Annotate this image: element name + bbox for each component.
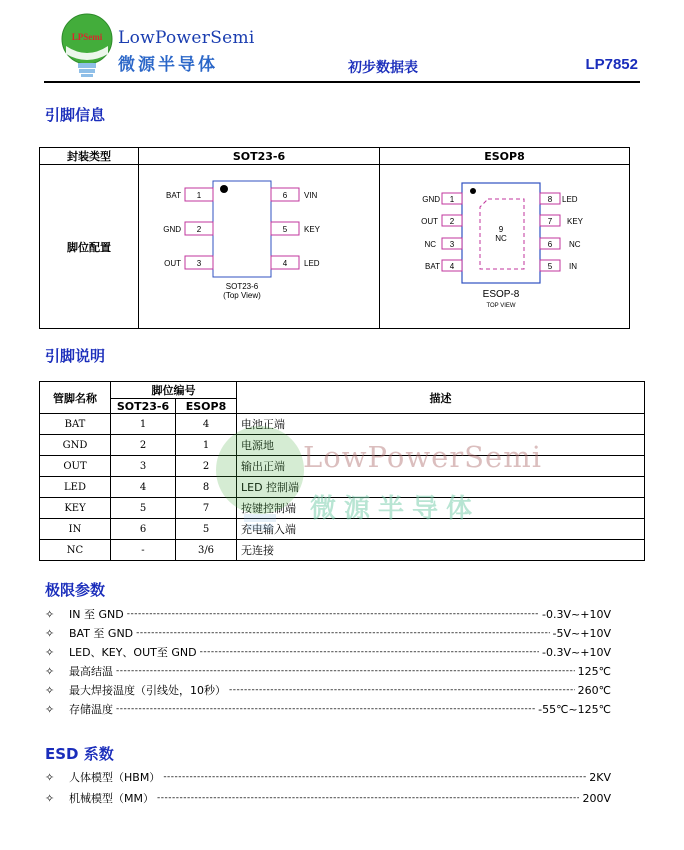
esop-number-cell: 1 [176,435,237,456]
dot-leader [116,666,575,676]
pad-name: NC [495,234,507,243]
pin-name-cell: NC [40,540,111,561]
sot-number-cell: 1 [111,414,176,435]
col-esop8: ESOP8 [380,148,630,165]
limit-item [45,625,611,641]
svg-text:KEY: KEY [567,217,584,226]
pin-name-cell: BAT [40,414,111,435]
esop-left-pin-4 [425,260,462,271]
pin-name: BAT [166,191,181,200]
description-cell: 按键控制端 [237,498,645,519]
col-sot23: SOT23-6 [111,399,176,414]
col-pin-name: 管脚名称 [40,382,111,414]
watermark-brand-cn: 微源半导体 [310,494,481,524]
sot23-pinout-diagram [139,165,379,324]
param-label: 机械模型（MM） [69,792,154,805]
param-label: BAT 至 GND [69,627,134,640]
pin-number: 1 [196,191,202,200]
pin-name-cell: IN [40,519,111,540]
bullet-icon: ✧ [45,607,55,621]
dot-leader [157,793,579,803]
pin-name-cell: GND [40,435,111,456]
document-type: 初步数据表 [348,60,418,76]
pin-number: 5 [282,225,288,234]
esop-number-cell: 8 [176,477,237,498]
svg-text:GND: GND [422,195,440,204]
param-value: 200V [582,791,611,805]
pin-name-cell: LED [40,477,111,498]
sot-number-cell: 5 [111,498,176,519]
section-title-pin-info: 引脚信息 [45,106,106,124]
param-label: IN 至 GND [69,608,124,621]
esop-right-pin-8 [540,193,578,204]
limit-item [45,606,611,622]
pin-number: 6 [282,191,288,200]
esop8-pinout-diagram [380,165,629,324]
sot-number-cell: 6 [111,519,176,540]
sot23-diagram-cell [139,165,380,329]
pin-name-cell: OUT [40,456,111,477]
limit-item [45,644,611,660]
pin-name: OUT [164,259,181,268]
pin-config-table [39,147,630,329]
esop8-diagram-cell [380,165,630,329]
esd-item [45,769,611,785]
pin1-marker-icon [470,188,476,194]
row-pin-config-label: 脚位配置 [40,165,139,329]
sot-number-cell: 2 [111,435,176,456]
esop-caption-sub: TOP VIEW [486,303,516,309]
col-package: 封装类型 [40,148,139,165]
sot-left-pin-3 [164,256,213,269]
dot-leader [136,628,549,638]
esop-left-pin-2 [421,215,462,226]
pin-number: 4 [282,259,288,268]
dot-leader [200,647,539,657]
dot-leader [127,609,539,619]
bullet-icon: ✧ [45,683,55,697]
svg-text:6: 6 [547,240,553,249]
sot-caption: SOT23-6 [225,282,259,291]
dot-leader [229,685,575,695]
col-sot23: SOT23-6 [139,148,380,165]
pin-number: 2 [196,225,202,234]
pin-name: LED [304,259,320,268]
company-logo [58,12,116,80]
param-value: -55℃~125℃ [538,702,611,716]
param-value: -0.3V~+10V [542,645,611,659]
esop-number-cell: 5 [176,519,237,540]
svg-text:LED: LED [562,195,578,204]
esd-item [45,790,611,806]
sot-left-pin-1 [166,188,213,201]
dot-leader [163,772,586,782]
sot-right-pin-4 [271,256,320,269]
section-title-esd: ESD 系数 [45,745,114,763]
svg-text:7: 7 [547,217,553,226]
esop-left-pin-3 [424,238,462,249]
watermark-brand-en: LowPowerSemi [303,440,542,474]
svg-text:OUT: OUT [421,217,438,226]
svg-text:2: 2 [449,217,455,226]
bullet-icon: ✧ [45,664,55,678]
param-label: 人体模型（HBM） [69,771,161,784]
esop-number-cell: 3/6 [176,540,237,561]
esop-right-pin-6 [540,238,581,249]
bullet-icon: ✧ [45,702,55,716]
param-value: 260℃ [577,683,611,697]
sot-left-pin-2 [163,222,213,235]
esop-left-pin-1 [422,193,462,204]
table-row [40,540,645,561]
limit-item [45,663,611,679]
sot-number-cell: 3 [111,456,176,477]
bullet-icon: ✧ [45,645,55,659]
pin-name: GND [163,225,181,234]
limit-item [45,701,611,717]
svg-text:1: 1 [449,195,455,204]
part-number: LP7852 [585,56,638,73]
esop-caption: ESOP-8 [482,289,520,300]
description-cell: 电源地 [237,435,645,456]
brand-name-cn: 微源半导体 [118,55,218,75]
param-value: -5V~+10V [552,626,611,640]
pin-number: 3 [196,259,202,268]
esop-right-pin-7 [540,215,584,226]
param-value: -0.3V~+10V [542,607,611,621]
pin1-marker-icon [220,185,228,193]
esop-number-cell: 2 [176,456,237,477]
param-label: LED、KEY、OUT至 GND [69,646,197,659]
svg-text:BAT: BAT [425,262,440,271]
table-row [40,414,645,435]
sot-caption-sub: (Top View) [223,291,261,300]
dot-leader [116,704,535,714]
col-esop8: ESOP8 [176,399,237,414]
col-description: 描述 [237,382,645,414]
svg-text:5: 5 [547,262,553,271]
svg-text:IN: IN [569,262,577,271]
logo-badge-text: LPSemi [71,32,103,42]
param-label: 存储温度 [69,703,113,716]
bullet-icon: ✧ [45,626,55,640]
svg-text:NC: NC [424,240,436,249]
sot-right-pin-5 [271,222,321,235]
pin-name: KEY [304,225,321,234]
description-cell: 无连接 [237,540,645,561]
description-cell: 充电输入端 [237,519,645,540]
description-cell: 电池正端 [237,414,645,435]
esop-right-pin-5 [540,260,577,271]
bullet-icon: ✧ [45,791,55,805]
svg-text:3: 3 [449,240,455,249]
bullet-icon: ✧ [45,770,55,784]
description-cell: 输出正端 [237,456,645,477]
svg-text:NC: NC [569,240,581,249]
svg-text:8: 8 [547,195,553,204]
col-pin-number: 脚位编号 [111,382,237,399]
esop-number-cell: 4 [176,414,237,435]
section-title-pin-desc: 引脚说明 [45,347,106,365]
limit-item [45,682,611,698]
pad-number: 9 [498,225,504,234]
esop-number-cell: 7 [176,498,237,519]
param-label: 最高结温 [69,665,113,678]
description-cell: LED 控制端 [237,477,645,498]
param-value: 2KV [589,770,611,784]
param-label: 最大焊接温度（引线处，10秒） [69,684,226,697]
param-value: 125℃ [577,664,611,678]
svg-text:4: 4 [449,262,455,271]
pin-name: VIN [304,191,318,200]
sot-number-cell: - [111,540,176,561]
pin-name-cell: KEY [40,498,111,519]
sot-number-cell: 4 [111,477,176,498]
brand-name-en: LowPowerSemi [118,28,255,48]
sot-right-pin-6 [271,188,318,201]
header-divider [44,81,640,83]
section-title-limits: 极限参数 [45,581,106,599]
